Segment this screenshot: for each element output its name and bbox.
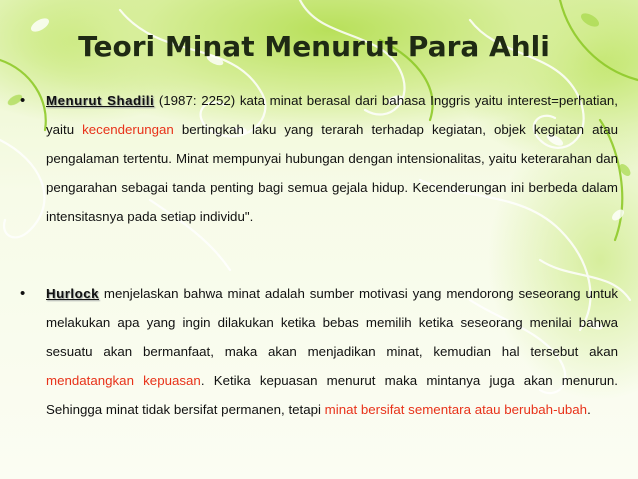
shadili-paragraph [46,86,618,231]
highlight-mendatangkan-kepuasan: mendatangkan kepuasan [46,373,201,388]
slide-title [0,30,638,63]
text-segment: bertingkah laku yang terarah terhadap kegiatan, objek kegiatan atau pengalaman tertentu. Minat mempunyai hubungan dengan intensionalitas, yaitu keterarahan dan pengarahan sebagai tanda penting bagi semua gejala hidup. Kecenderungan ini berbeda dalam intensitasnya pada setiap individu". [46,122,618,224]
highlight-minat-sementara: minat bersifat sementara atau berubah-ubah [324,402,588,417]
text-segment: . [587,402,591,417]
author-name-shadili: Menurut Shadili [46,93,155,108]
hurlock-paragraph [46,279,618,424]
bullet-icon: • [20,285,26,302]
text-segment: (1987: 2252) kata minat berasal dari bahasa Inggris yaitu interest=perhatian, yaitu [46,93,618,137]
highlight-kecenderungan: kecenderungan [82,122,174,137]
author-name-hurlock: Hurlock [46,286,100,301]
slide-title-text: Teori Minat Menurut Para Ahli [78,30,550,63]
text-segment: . Ketika kepuasan menurut maka mintanya juga akan menurun. Sehingga minat tidak bersifat permanen, tetapi [46,373,618,417]
bullet-icon: • [20,92,26,109]
text-segment: menjelaskan bahwa minat adalah sumber motivasi yang mendorong seseorang untuk melakukan apa yang ingin dilakukan ketika bebas memilih ketika seseorang menilai bahwa sesuatu akan bermanfaat, maka akan menjadikan minat, kemudian hal tersebut akan [46,286,618,359]
